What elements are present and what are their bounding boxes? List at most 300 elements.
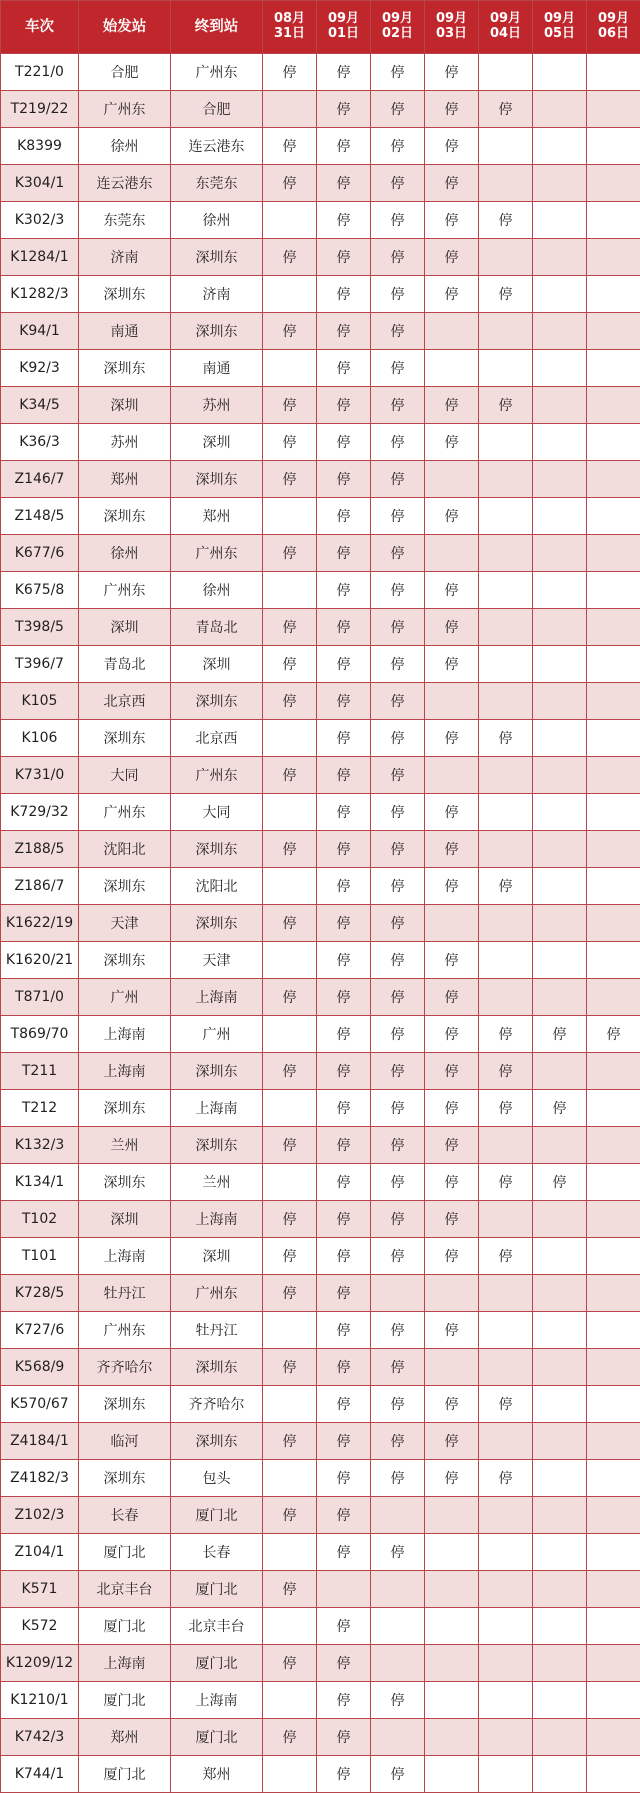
- cell-status-2: 停: [371, 91, 425, 128]
- cell-status-3: [425, 350, 479, 387]
- cell-status-6: [587, 1645, 640, 1682]
- cell-status-6: [587, 1534, 640, 1571]
- table-row: [1, 461, 640, 498]
- cell-status-5: [533, 54, 587, 91]
- cell-status-3: 停: [425, 1423, 479, 1460]
- cell-status-1: 停: [317, 1756, 371, 1793]
- cell-status-2: 停: [371, 720, 425, 757]
- cell-status-3: 停: [425, 1016, 479, 1053]
- cell-destination: 上海南: [171, 1201, 263, 1238]
- cell-train-no: K742/3: [1, 1719, 79, 1756]
- cell-destination: 深圳: [171, 646, 263, 683]
- cell-origin: 深圳: [79, 609, 171, 646]
- cell-origin: 济南: [79, 239, 171, 276]
- table-row: [1, 1423, 640, 1460]
- cell-status-0: [263, 1386, 317, 1423]
- cell-status-4: [479, 979, 533, 1016]
- cell-status-2: 停: [371, 1164, 425, 1201]
- cell-status-1: 停: [317, 1238, 371, 1275]
- cell-destination: 北京丰台: [171, 1608, 263, 1645]
- cell-status-5: [533, 239, 587, 276]
- cell-origin: 深圳东: [79, 276, 171, 313]
- cell-status-1: 停: [317, 535, 371, 572]
- cell-origin: 广州东: [79, 1312, 171, 1349]
- cell-origin: 广州: [79, 979, 171, 1016]
- table-row: [1, 646, 640, 683]
- cell-status-5: [533, 350, 587, 387]
- cell-status-2: 停: [371, 350, 425, 387]
- cell-destination: 东莞东: [171, 165, 263, 202]
- table-row: [1, 868, 640, 905]
- table-row: [1, 572, 640, 609]
- cell-status-0: [263, 942, 317, 979]
- cell-status-2: 停: [371, 202, 425, 239]
- cell-status-0: 停: [263, 1497, 317, 1534]
- cell-status-0: [263, 1682, 317, 1719]
- cell-origin: 深圳东: [79, 350, 171, 387]
- table-row: [1, 535, 640, 572]
- cell-train-no: K728/5: [1, 1275, 79, 1312]
- cell-status-5: 停: [533, 1164, 587, 1201]
- cell-origin: 深圳东: [79, 1090, 171, 1127]
- cell-status-1: 停: [317, 831, 371, 868]
- cell-origin: 南通: [79, 313, 171, 350]
- table-row: [1, 239, 640, 276]
- cell-status-0: 停: [263, 313, 317, 350]
- cell-status-5: [533, 1423, 587, 1460]
- cell-status-0: 停: [263, 1571, 317, 1608]
- cell-status-3: 停: [425, 1312, 479, 1349]
- cell-destination: 厦门北: [171, 1497, 263, 1534]
- cell-status-3: 停: [425, 609, 479, 646]
- cell-status-4: 停: [479, 1053, 533, 1090]
- cell-status-6: [587, 683, 640, 720]
- cell-status-3: [425, 313, 479, 350]
- cell-origin: 深圳: [79, 387, 171, 424]
- header-destination: 终到站: [171, 1, 263, 54]
- cell-status-1: 停: [317, 202, 371, 239]
- table-row: [1, 979, 640, 1016]
- cell-status-5: [533, 165, 587, 202]
- cell-status-1: 停: [317, 498, 371, 535]
- cell-status-4: 停: [479, 1386, 533, 1423]
- cell-status-3: 停: [425, 646, 479, 683]
- cell-status-2: 停: [371, 165, 425, 202]
- cell-status-4: [479, 54, 533, 91]
- table-body: [1, 54, 640, 1793]
- cell-status-6: [587, 239, 640, 276]
- cell-train-no: K304/1: [1, 165, 79, 202]
- cell-status-5: [533, 646, 587, 683]
- table-row: [1, 1645, 640, 1682]
- cell-status-1: 停: [317, 54, 371, 91]
- cell-status-6: [587, 1719, 640, 1756]
- cell-status-5: [533, 202, 587, 239]
- table-row: [1, 609, 640, 646]
- cell-status-3: [425, 535, 479, 572]
- cell-destination: 齐齐哈尔: [171, 1386, 263, 1423]
- cell-status-4: [479, 350, 533, 387]
- cell-origin: 大同: [79, 757, 171, 794]
- cell-train-no: T211: [1, 1053, 79, 1090]
- cell-status-1: 停: [317, 1645, 371, 1682]
- cell-status-4: [479, 1682, 533, 1719]
- cell-status-3: [425, 461, 479, 498]
- cell-status-6: [587, 461, 640, 498]
- cell-status-4: [479, 239, 533, 276]
- cell-origin: 深圳东: [79, 498, 171, 535]
- cell-status-3: 停: [425, 424, 479, 461]
- cell-status-2: 停: [371, 942, 425, 979]
- cell-status-2: 停: [371, 1053, 425, 1090]
- cell-status-1: 停: [317, 350, 371, 387]
- cell-status-6: [587, 91, 640, 128]
- cell-status-1: 停: [317, 1090, 371, 1127]
- cell-origin: 合肥: [79, 54, 171, 91]
- cell-status-5: [533, 572, 587, 609]
- cell-status-5: [533, 720, 587, 757]
- cell-origin: 苏州: [79, 424, 171, 461]
- cell-train-no: T398/5: [1, 609, 79, 646]
- cell-status-5: [533, 424, 587, 461]
- cell-status-0: 停: [263, 609, 317, 646]
- cell-status-0: 停: [263, 1053, 317, 1090]
- cell-destination: 合肥: [171, 91, 263, 128]
- cell-status-4: [479, 1349, 533, 1386]
- cell-status-2: 停: [371, 276, 425, 313]
- cell-status-1: 停: [317, 313, 371, 350]
- cell-status-2: [371, 1497, 425, 1534]
- cell-status-2: [371, 1275, 425, 1312]
- cell-status-2: 停: [371, 1756, 425, 1793]
- cell-status-4: [479, 794, 533, 831]
- cell-status-3: [425, 757, 479, 794]
- cell-status-3: 停: [425, 1201, 479, 1238]
- cell-status-2: 停: [371, 128, 425, 165]
- cell-status-5: [533, 1571, 587, 1608]
- cell-origin: 临河: [79, 1423, 171, 1460]
- cell-train-no: Z4184/1: [1, 1423, 79, 1460]
- cell-status-0: [263, 498, 317, 535]
- cell-origin: 深圳东: [79, 1460, 171, 1497]
- cell-status-1: 停: [317, 609, 371, 646]
- cell-destination: 厦门北: [171, 1571, 263, 1608]
- cell-status-4: [479, 1571, 533, 1608]
- cell-status-3: 停: [425, 498, 479, 535]
- table-row: [1, 1090, 640, 1127]
- cell-status-2: 停: [371, 387, 425, 424]
- header-date-1: 09月 01日: [317, 1, 371, 54]
- cell-status-4: [479, 1275, 533, 1312]
- cell-destination: 上海南: [171, 1682, 263, 1719]
- cell-destination: 深圳东: [171, 1423, 263, 1460]
- cell-status-3: [425, 1682, 479, 1719]
- cell-train-no: K1209/12: [1, 1645, 79, 1682]
- cell-status-3: 停: [425, 165, 479, 202]
- cell-status-0: 停: [263, 1423, 317, 1460]
- cell-origin: 天津: [79, 905, 171, 942]
- cell-status-6: [587, 1201, 640, 1238]
- cell-status-2: 停: [371, 1312, 425, 1349]
- cell-status-3: 停: [425, 1164, 479, 1201]
- cell-destination: 郑州: [171, 1756, 263, 1793]
- cell-status-4: [479, 165, 533, 202]
- cell-origin: 上海南: [79, 1238, 171, 1275]
- cell-train-no: K1282/3: [1, 276, 79, 313]
- table-row: [1, 831, 640, 868]
- cell-status-0: 停: [263, 757, 317, 794]
- cell-status-2: 停: [371, 1201, 425, 1238]
- cell-status-1: 停: [317, 1201, 371, 1238]
- cell-status-6: [587, 165, 640, 202]
- cell-status-6: [587, 1164, 640, 1201]
- cell-status-6: [587, 979, 640, 1016]
- cell-destination: 郑州: [171, 498, 263, 535]
- cell-destination: 深圳: [171, 1238, 263, 1275]
- cell-destination: 包头: [171, 1460, 263, 1497]
- table-row: [1, 1016, 640, 1053]
- cell-status-1: 停: [317, 1127, 371, 1164]
- cell-status-1: 停: [317, 979, 371, 1016]
- cell-status-1: 停: [317, 461, 371, 498]
- cell-destination: 深圳东: [171, 239, 263, 276]
- cell-status-5: [533, 128, 587, 165]
- cell-status-5: 停: [533, 1016, 587, 1053]
- cell-status-5: [533, 313, 587, 350]
- cell-destination: 北京西: [171, 720, 263, 757]
- cell-status-3: 停: [425, 1127, 479, 1164]
- cell-train-no: Z104/1: [1, 1534, 79, 1571]
- cell-status-3: 停: [425, 91, 479, 128]
- cell-train-no: T221/0: [1, 54, 79, 91]
- cell-status-6: [587, 1127, 640, 1164]
- cell-train-no: K729/32: [1, 794, 79, 831]
- cell-status-4: [479, 942, 533, 979]
- cell-destination: 深圳东: [171, 461, 263, 498]
- table-row: [1, 942, 640, 979]
- table-row: [1, 276, 640, 313]
- cell-status-4: [479, 498, 533, 535]
- cell-status-5: [533, 794, 587, 831]
- cell-status-2: [371, 1719, 425, 1756]
- table-row: [1, 313, 640, 350]
- cell-status-6: [587, 1349, 640, 1386]
- cell-destination: 深圳东: [171, 831, 263, 868]
- cell-status-5: [533, 868, 587, 905]
- cell-status-4: 停: [479, 1164, 533, 1201]
- cell-status-3: [425, 1756, 479, 1793]
- cell-status-5: [533, 461, 587, 498]
- cell-status-5: [533, 91, 587, 128]
- cell-status-6: [587, 313, 640, 350]
- cell-train-no: K1284/1: [1, 239, 79, 276]
- cell-origin: 深圳东: [79, 942, 171, 979]
- cell-status-2: [371, 1571, 425, 1608]
- cell-train-no: Z148/5: [1, 498, 79, 535]
- cell-status-5: [533, 1238, 587, 1275]
- cell-train-no: K677/6: [1, 535, 79, 572]
- cell-status-0: 停: [263, 165, 317, 202]
- table-row: [1, 91, 640, 128]
- cell-origin: 北京丰台: [79, 1571, 171, 1608]
- table-row: [1, 683, 640, 720]
- cell-status-3: 停: [425, 979, 479, 1016]
- cell-status-2: 停: [371, 54, 425, 91]
- cell-status-3: [425, 683, 479, 720]
- cell-status-0: [263, 202, 317, 239]
- cell-status-0: 停: [263, 1349, 317, 1386]
- cell-status-1: 停: [317, 239, 371, 276]
- cell-status-3: [425, 1719, 479, 1756]
- cell-destination: 连云港东: [171, 128, 263, 165]
- cell-status-1: 停: [317, 1053, 371, 1090]
- cell-status-6: [587, 1682, 640, 1719]
- cell-status-1: 停: [317, 1016, 371, 1053]
- table-row: [1, 1127, 640, 1164]
- cell-train-no: K8399: [1, 128, 79, 165]
- cell-status-1: 停: [317, 424, 371, 461]
- cell-status-3: [425, 1608, 479, 1645]
- cell-destination: 深圳: [171, 424, 263, 461]
- cell-destination: 苏州: [171, 387, 263, 424]
- cell-status-1: 停: [317, 387, 371, 424]
- cell-status-3: [425, 1534, 479, 1571]
- cell-status-1: 停: [317, 1534, 371, 1571]
- cell-status-4: [479, 1608, 533, 1645]
- cell-destination: 沈阳北: [171, 868, 263, 905]
- header-date-5: 09月 05日: [533, 1, 587, 54]
- cell-status-1: 停: [317, 1164, 371, 1201]
- cell-status-1: 停: [317, 1312, 371, 1349]
- cell-train-no: T102: [1, 1201, 79, 1238]
- cell-status-0: 停: [263, 424, 317, 461]
- table-row: [1, 1756, 640, 1793]
- cell-status-4: [479, 1645, 533, 1682]
- cell-status-4: [479, 905, 533, 942]
- cell-train-no: T101: [1, 1238, 79, 1275]
- table-row: [1, 794, 640, 831]
- cell-destination: 广州: [171, 1016, 263, 1053]
- cell-status-5: [533, 1127, 587, 1164]
- cell-origin: 沈阳北: [79, 831, 171, 868]
- cell-status-1: 停: [317, 683, 371, 720]
- cell-status-0: 停: [263, 646, 317, 683]
- cell-status-6: [587, 609, 640, 646]
- cell-status-0: [263, 276, 317, 313]
- table-header: [1, 1, 640, 54]
- cell-status-0: [263, 350, 317, 387]
- cell-origin: 上海南: [79, 1016, 171, 1053]
- cell-origin: 兰州: [79, 1127, 171, 1164]
- cell-status-2: 停: [371, 757, 425, 794]
- cell-status-3: [425, 1349, 479, 1386]
- cell-origin: 深圳东: [79, 1164, 171, 1201]
- table-row: [1, 1201, 640, 1238]
- cell-status-0: 停: [263, 128, 317, 165]
- cell-status-3: 停: [425, 720, 479, 757]
- cell-destination: 深圳东: [171, 683, 263, 720]
- cell-status-0: 停: [263, 1719, 317, 1756]
- cell-train-no: Z186/7: [1, 868, 79, 905]
- cell-status-5: [533, 387, 587, 424]
- cell-train-no: K105: [1, 683, 79, 720]
- cell-status-5: [533, 1497, 587, 1534]
- cell-destination: 济南: [171, 276, 263, 313]
- cell-origin: 牡丹江: [79, 1275, 171, 1312]
- cell-status-0: 停: [263, 1238, 317, 1275]
- cell-status-5: [533, 979, 587, 1016]
- cell-status-5: [533, 1460, 587, 1497]
- header-origin: 始发站: [79, 1, 171, 54]
- cell-status-4: [479, 831, 533, 868]
- cell-status-6: [587, 424, 640, 461]
- table-row: [1, 1608, 640, 1645]
- table-row: [1, 720, 640, 757]
- cell-origin: 深圳东: [79, 1386, 171, 1423]
- cell-status-2: 停: [371, 313, 425, 350]
- table-row: [1, 165, 640, 202]
- cell-status-0: [263, 1164, 317, 1201]
- cell-destination: 厦门北: [171, 1645, 263, 1682]
- cell-status-5: [533, 757, 587, 794]
- table-row: [1, 350, 640, 387]
- cell-origin: 徐州: [79, 535, 171, 572]
- cell-status-3: 停: [425, 1386, 479, 1423]
- header-date-4: 09月 04日: [479, 1, 533, 54]
- cell-destination: 兰州: [171, 1164, 263, 1201]
- cell-status-1: 停: [317, 905, 371, 942]
- cell-status-3: 停: [425, 1090, 479, 1127]
- cell-status-5: [533, 1275, 587, 1312]
- table-row: [1, 387, 640, 424]
- cell-status-1: 停: [317, 1423, 371, 1460]
- cell-status-2: 停: [371, 1349, 425, 1386]
- cell-status-4: [479, 1201, 533, 1238]
- cell-status-0: [263, 1460, 317, 1497]
- cell-status-0: [263, 794, 317, 831]
- cell-status-2: 停: [371, 1016, 425, 1053]
- cell-status-4: [479, 535, 533, 572]
- cell-status-4: [479, 1534, 533, 1571]
- cell-status-6: [587, 794, 640, 831]
- cell-status-1: 停: [317, 794, 371, 831]
- cell-train-no: K132/3: [1, 1127, 79, 1164]
- cell-train-no: K572: [1, 1608, 79, 1645]
- cell-origin: 齐齐哈尔: [79, 1349, 171, 1386]
- cell-status-5: [533, 1201, 587, 1238]
- cell-status-3: [425, 1497, 479, 1534]
- cell-status-1: [317, 1571, 371, 1608]
- cell-status-6: [587, 350, 640, 387]
- cell-status-6: [587, 646, 640, 683]
- cell-train-no: K727/6: [1, 1312, 79, 1349]
- cell-status-1: 停: [317, 1349, 371, 1386]
- cell-status-2: 停: [371, 424, 425, 461]
- cell-status-6: [587, 757, 640, 794]
- cell-status-6: [587, 868, 640, 905]
- cell-status-2: 停: [371, 905, 425, 942]
- cell-status-4: [479, 1423, 533, 1460]
- cell-status-4: 停: [479, 91, 533, 128]
- table-row: [1, 498, 640, 535]
- table-row: [1, 424, 640, 461]
- cell-origin: 广州东: [79, 572, 171, 609]
- cell-train-no: K568/9: [1, 1349, 79, 1386]
- table-row: [1, 1275, 640, 1312]
- cell-train-no: T871/0: [1, 979, 79, 1016]
- cell-status-0: 停: [263, 535, 317, 572]
- header-date-6: 09月 06日: [587, 1, 640, 54]
